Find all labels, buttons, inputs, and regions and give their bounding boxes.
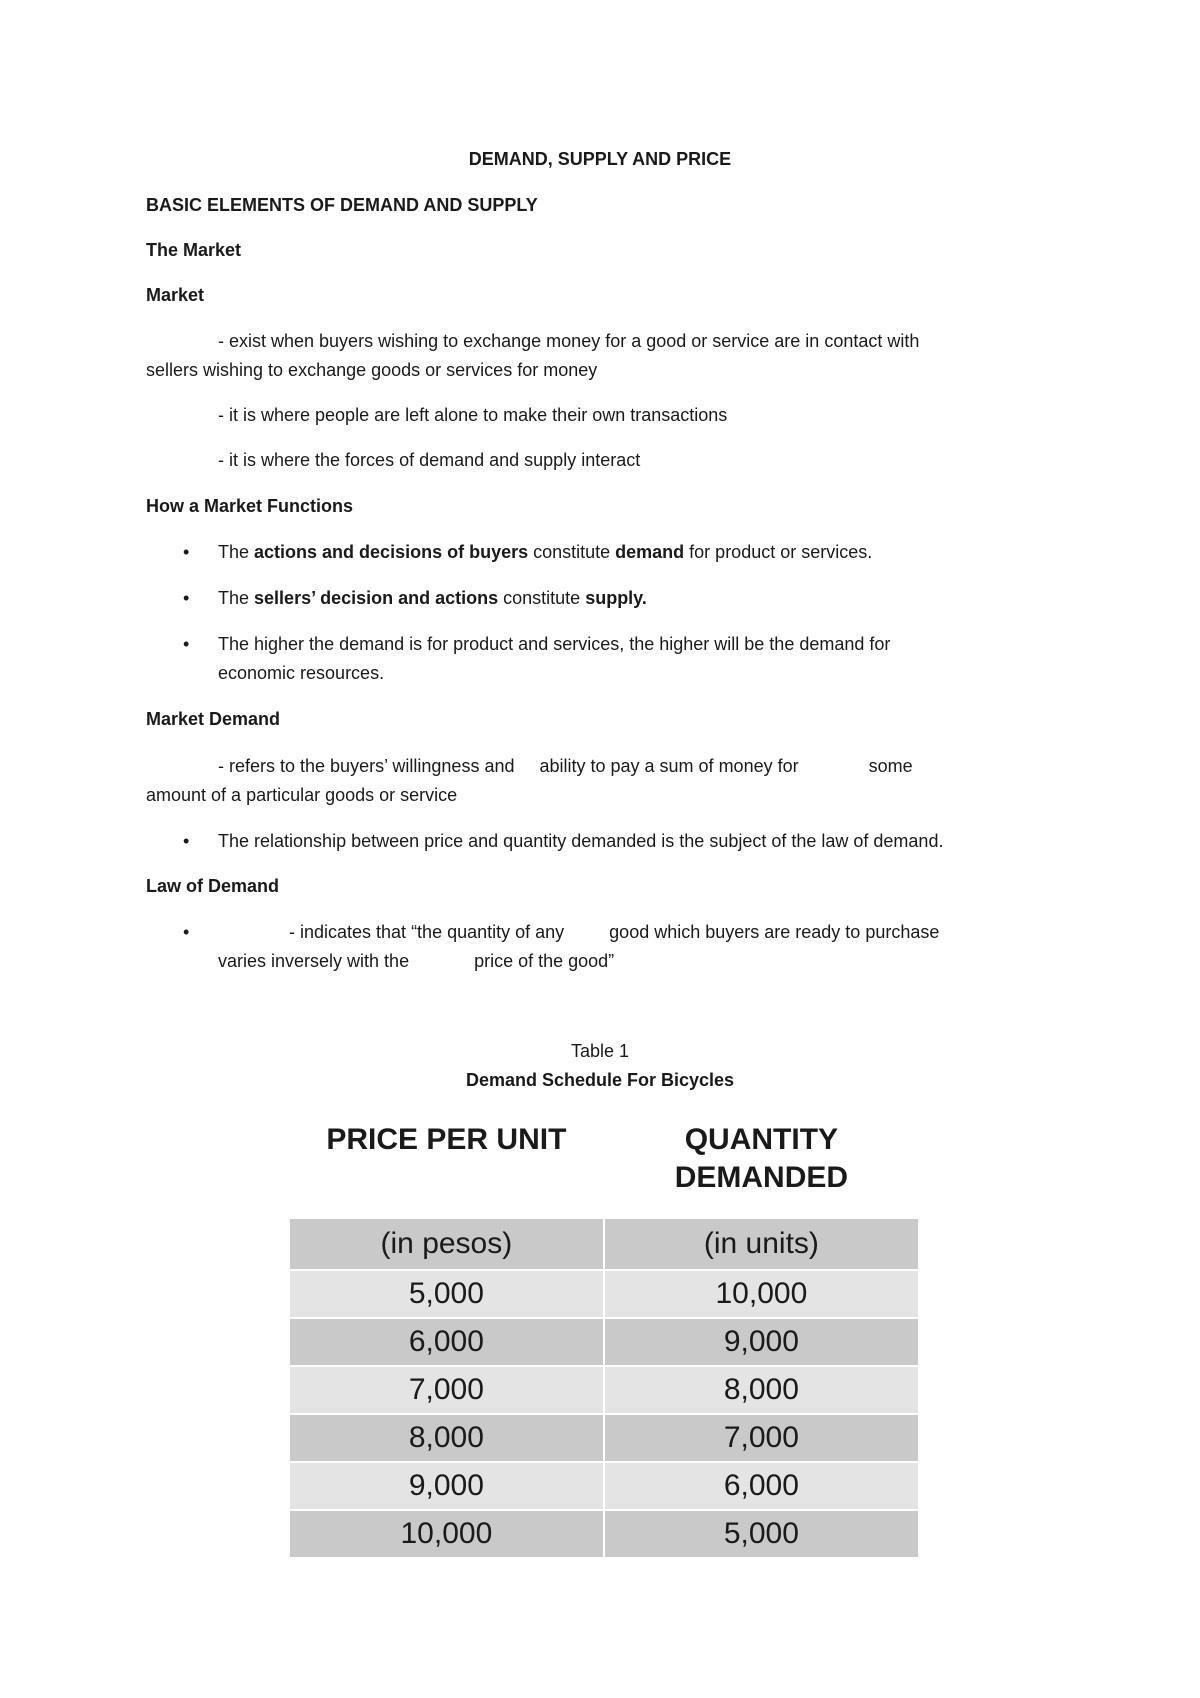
bullet-marker: • — [183, 922, 190, 942]
bullet-item-3-line-2: economic resources. — [218, 663, 385, 683]
quantity-cell: 9,000 — [604, 1318, 918, 1366]
price-cell: 10,000 — [290, 1510, 604, 1557]
units-units: (in units) — [604, 1218, 918, 1270]
bullet-item-1: The actions and decisions of buyers constitute demand for product or services. — [218, 542, 873, 562]
section-heading: BASIC ELEMENTS OF DEMAND AND SUPPLY — [146, 195, 538, 215]
market-demand-definition-line-2: amount of a particular goods or service — [146, 785, 458, 805]
header-price-per-unit: PRICE PER UNIT — [290, 1115, 604, 1218]
market-definition-3: - it is where the forces of demand and supply interact — [218, 450, 641, 470]
market-definition-line-1: - exist when buyers wishing to exchange money for a good or service are in contact with — [218, 331, 920, 351]
price-cell: 5,000 — [290, 1270, 604, 1318]
table-title: Demand Schedule For Bicycles — [465, 1070, 735, 1090]
law-of-demand-heading: Law of Demand — [146, 876, 280, 896]
market-heading: The Market — [146, 240, 242, 260]
bullet-marker: • — [183, 588, 190, 608]
law-of-demand-line-2: varies inversely with the price of the good” — [218, 951, 615, 971]
table-row — [290, 1414, 918, 1462]
quantity-cell: 10,000 — [604, 1270, 918, 1318]
table-row — [290, 1510, 918, 1557]
bullet-marker: • — [183, 542, 190, 562]
bullet-item-2: The sellers’ decision and actions constitute supply. — [218, 588, 647, 608]
bullet-item-3-line-1: The higher the demand is for product and services, the higher will be the demand for — [218, 634, 891, 654]
table-header-row — [290, 1115, 918, 1218]
price-cell: 7,000 — [290, 1366, 604, 1414]
market-demand-heading: Market Demand — [146, 709, 281, 729]
functions-heading: How a Market Functions — [146, 496, 354, 516]
table-units-row — [290, 1218, 918, 1270]
price-cell: 8,000 — [290, 1414, 604, 1462]
table-row — [290, 1366, 918, 1414]
bullet-marker: • — [183, 831, 190, 851]
table-row — [290, 1462, 918, 1510]
price-cell: 6,000 — [290, 1318, 604, 1366]
demand-schedule-table — [290, 1115, 918, 1557]
market-definition-line-2: sellers wishing to exchange goods or services for money — [146, 360, 598, 380]
quantity-cell: 7,000 — [604, 1414, 918, 1462]
price-cell: 9,000 — [290, 1462, 604, 1510]
units-pesos: (in pesos) — [290, 1218, 604, 1270]
table-row — [290, 1270, 918, 1318]
quantity-cell: 5,000 — [604, 1510, 918, 1557]
market-demand-definition-line-1: - refers to the buyers’ willingness and ability to pay a sum of money for some — [218, 756, 913, 776]
quantity-cell: 8,000 — [604, 1366, 918, 1414]
header-quantity-demanded: QUANTITY DEMANDED — [604, 1115, 918, 1218]
law-of-demand-line-1: - indicates that “the quantity of any good which buyers are ready to purchase — [289, 922, 940, 942]
market-demand-bullet: The relationship between price and quantity demanded is the subject of the law of demand. — [218, 831, 944, 851]
bullet-marker: • — [183, 634, 190, 654]
table-caption: Table 1 — [570, 1041, 630, 1061]
page-title: DEMAND, SUPPLY AND PRICE — [468, 149, 732, 169]
table-row — [290, 1318, 918, 1366]
quantity-cell: 6,000 — [604, 1462, 918, 1510]
market-definition-2: - it is where people are left alone to make their own transactions — [218, 405, 728, 425]
market-subheading: Market — [146, 285, 205, 305]
